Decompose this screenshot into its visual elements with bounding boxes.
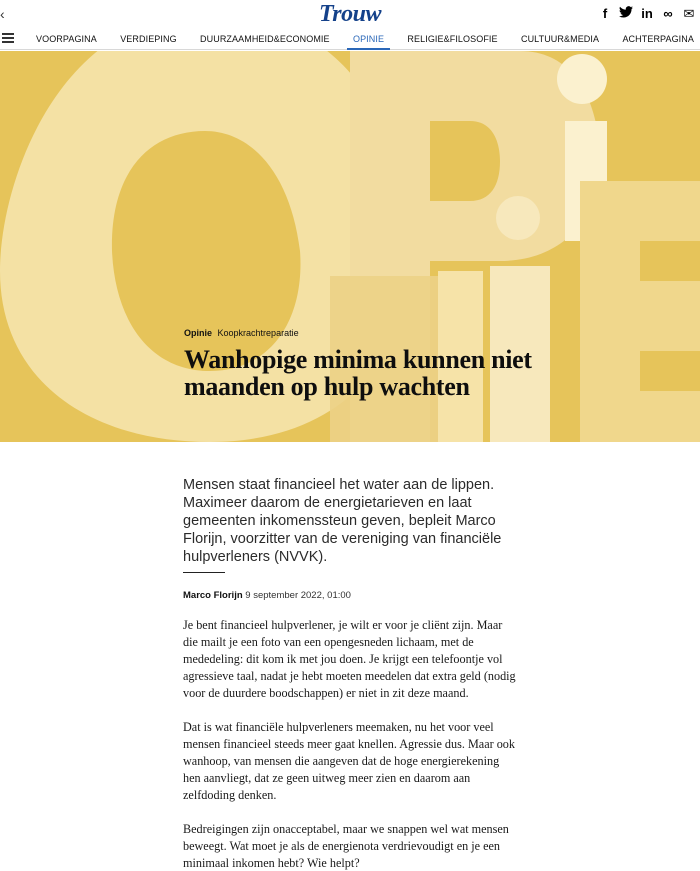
nav-item-verdieping[interactable]: VERDIEPING [120, 34, 177, 44]
article-paragraph: Je bent financieel hulpverlener, je wilt er voor je cliënt zijn. Maar die mailt je een foto van een opengesneden lichaam, met de mededeling: dit kom ik met jou doen. Je krijgt een telefoontje vol agressieve taal, nadat je hebt moeten meedelen dat extra geld (nodig voor de duurdere boodschappen) er niet in zit deze maand. [183, 618, 516, 700]
link-icon[interactable]: ∞ [663, 6, 673, 21]
letter-i-dot-2 [496, 196, 540, 240]
letter-e-shape [580, 181, 700, 442]
top-bar [0, 0, 700, 28]
nav-item-duurzaamheid-economie[interactable]: DUURZAAMHEID&ECONOMIE [200, 34, 330, 44]
article-kicker [184, 328, 544, 338]
nav-item-religie-filosofie[interactable]: RELIGIE&FILOSOFIE [407, 34, 498, 44]
letter-i-dot [557, 54, 607, 104]
article-paragraph: Bedreigingen zijn onacceptabel, maar we snappen wel wat mensen beweegt. Wat moet je als de energienota verdrievoudigt en je een minimaal inkomen hebt? Wie helpt? [183, 822, 509, 870]
hamburger-menu-icon[interactable] [2, 33, 14, 45]
linkedin-icon[interactable]: in [641, 6, 653, 21]
article-paragraph: Dat is wat financiële hulpverleners meemaken, nu het voor veel mensen financieel steeds meer gaat knellen. Agressie dus. Maar ook wanhoop, van mensen die aangeven dat de hoge energierekening hen aanvliegt, dat ze geen uitweg meer zien en daarom aan zelfdoding denken. [183, 720, 515, 802]
social-share-bar [598, 6, 696, 22]
hero-banner [0, 51, 700, 442]
main-navigation [0, 30, 700, 50]
site-logo[interactable]: Trouw [319, 1, 381, 27]
twitter-icon[interactable] [619, 6, 633, 22]
author-name[interactable]: Marco Florijn [183, 590, 243, 601]
article-title: Wanhopige minima kunnen niet maanden op hulp wachten [184, 345, 532, 401]
facebook-icon[interactable]: f [602, 6, 608, 21]
publish-date: 9 september 2022, 01:00 [245, 590, 351, 601]
nav-item-cultuur-media[interactable]: CULTUUR&MEDIA [520, 34, 600, 44]
nav-item-achterpagina[interactable]: ACHTERPAGINA [622, 34, 694, 44]
kicker-topic[interactable]: Koopkrachtreparatie [217, 328, 299, 338]
byline [183, 590, 351, 601]
hero-text-block [184, 328, 544, 400]
chevron-left-icon[interactable]: ‹ [0, 6, 5, 22]
nav-item-voorpagina[interactable]: VOORPAGINA [36, 34, 97, 44]
nav-item-opinie[interactable]: OPINIE [347, 34, 390, 50]
article-body [183, 617, 518, 871]
kicker-section[interactable]: Opinie [184, 328, 213, 338]
divider [183, 572, 225, 573]
article-intro: Mensen staat financieel het water aan de lippen. Maximeer daarom de energietarieven en laat gemeenten inkomenssteun geven, bepleit Marco Florijn, voorzitter van de vereniging van financiële hulpverleners (NVVK). [183, 477, 502, 565]
mail-icon[interactable]: ✉ [683, 6, 695, 21]
